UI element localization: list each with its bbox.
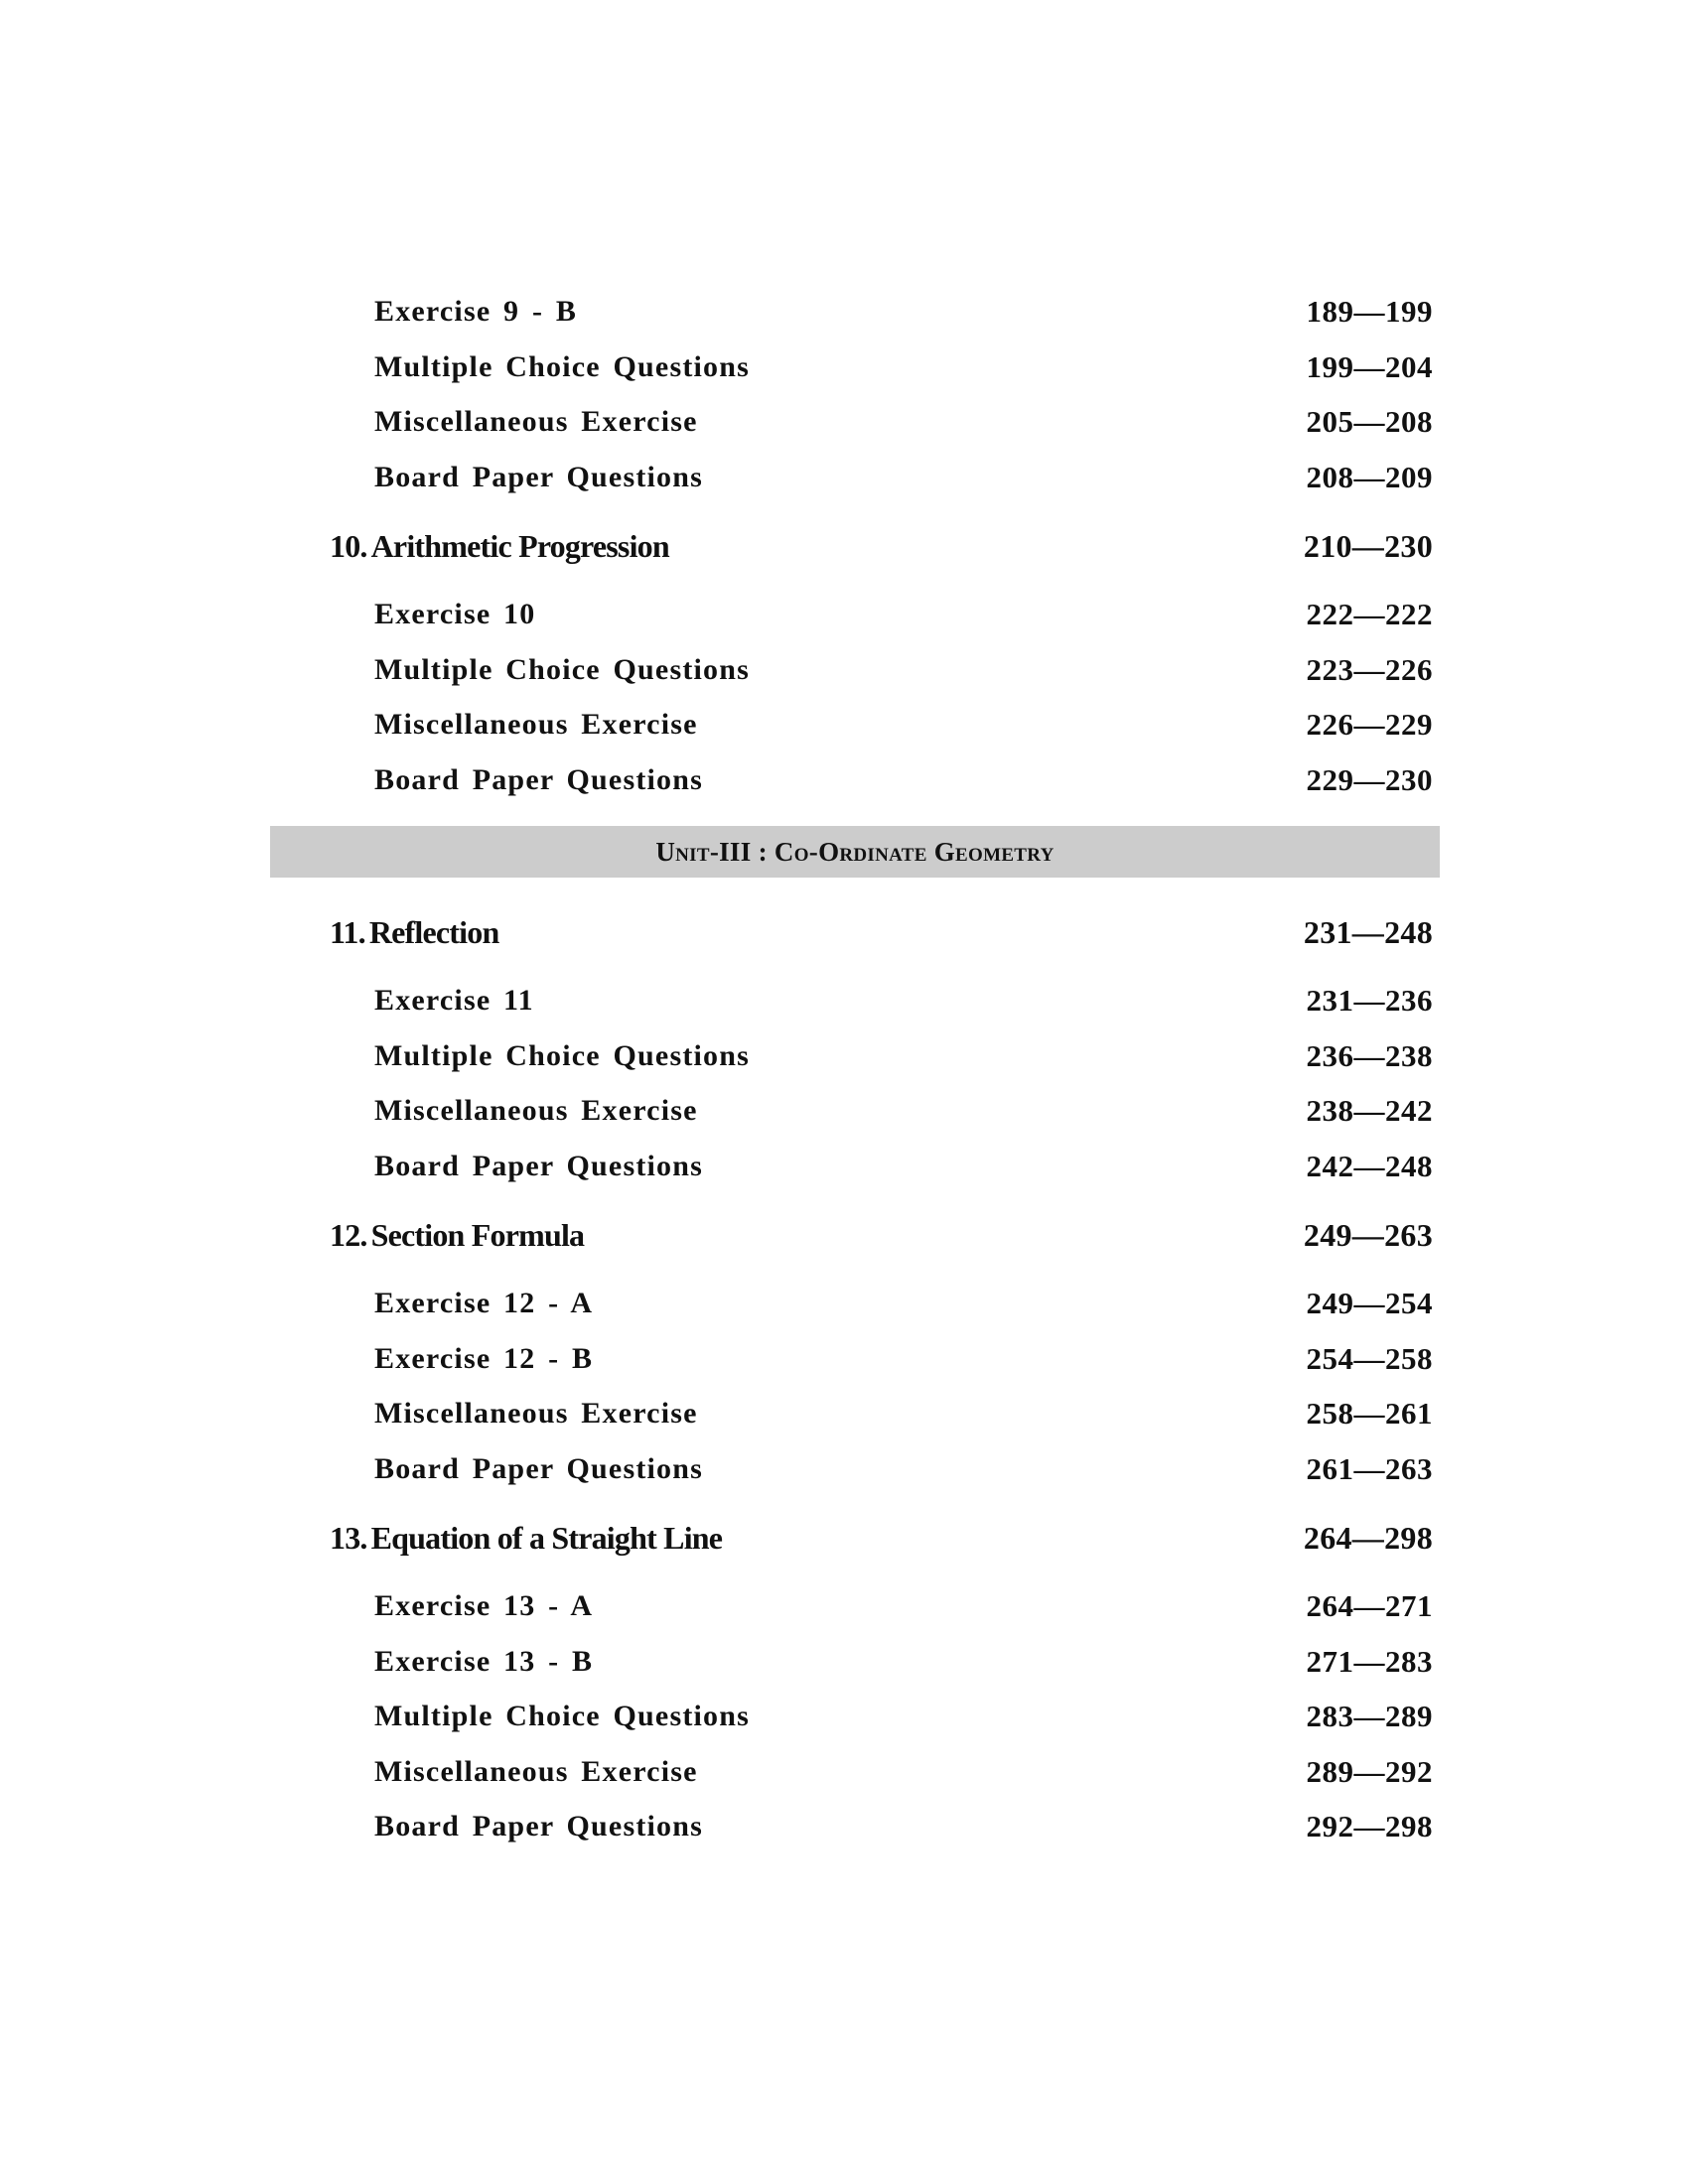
entry-pages: 242—248: [1306, 1149, 1433, 1183]
entry-pages: 189—199: [1306, 294, 1433, 329]
chapter-name: Section Formula: [370, 1217, 585, 1253]
entry-pages: 205—208: [1306, 404, 1433, 439]
entry-pages: 238—242: [1306, 1093, 1433, 1128]
entry-label: Miscellaneous Exercise: [374, 708, 698, 741]
chapter-pages: 249—263: [1303, 1217, 1433, 1253]
entry-pages: 226—229: [1306, 707, 1433, 742]
chapter-number: 12.: [330, 1217, 367, 1253]
chapter-heading: [0, 907, 1688, 957]
entry-label: Board Paper Questions: [374, 763, 704, 796]
entry-pages: 258—261: [1306, 1396, 1433, 1431]
toc-entry: [0, 342, 1688, 392]
toc-entry: [0, 645, 1688, 695]
entry-label: Board Paper Questions: [374, 461, 704, 493]
chapter-number: 11.: [330, 914, 365, 950]
toc-entry: [0, 590, 1688, 639]
entry-pages: 249—254: [1306, 1286, 1433, 1320]
entry-label: Exercise 13 - A: [374, 1589, 594, 1622]
entry-label: Board Paper Questions: [374, 1452, 704, 1485]
entry-label: Exercise 13 - B: [374, 1645, 594, 1678]
toc-entry: [0, 1444, 1688, 1494]
entry-label: Exercise 11: [374, 984, 534, 1017]
chapter-number: 10.: [330, 528, 367, 564]
entry-pages: 264—271: [1306, 1588, 1433, 1623]
entry-label: Multiple Choice Questions: [374, 1039, 751, 1072]
chapter-heading: [0, 521, 1688, 571]
unit-title: Unit-III : Co-Ordinate Geometry: [655, 837, 1055, 867]
entry-pages: 292—298: [1306, 1809, 1433, 1843]
entry-label: Board Paper Questions: [374, 1150, 704, 1182]
toc-entry: [0, 397, 1688, 447]
toc-entry: [0, 700, 1688, 750]
toc-entry: [0, 287, 1688, 337]
toc-entry: [0, 453, 1688, 502]
entry-label: Exercise 10: [374, 598, 536, 630]
entry-pages: 283—289: [1306, 1699, 1433, 1733]
chapter-title: [330, 907, 498, 957]
toc-entry: [0, 1747, 1688, 1797]
chapter-pages: 210—230: [1303, 528, 1433, 564]
entry-pages: 289—292: [1306, 1754, 1433, 1789]
chapter-pages: 231—248: [1303, 914, 1433, 950]
chapter-number: 13.: [330, 1520, 367, 1556]
entry-pages: 222—222: [1306, 597, 1433, 631]
entry-pages: 271—283: [1306, 1644, 1433, 1679]
toc-entry: [0, 1334, 1688, 1384]
chapter-heading: [0, 1210, 1688, 1260]
entry-label: Multiple Choice Questions: [374, 350, 751, 383]
unit-header: [270, 826, 1440, 878]
toc-entry: [0, 1086, 1688, 1136]
entry-label: Miscellaneous Exercise: [374, 1755, 698, 1788]
toc-entry: [0, 755, 1688, 805]
entry-pages: 254—258: [1306, 1341, 1433, 1376]
entry-label: Board Paper Questions: [374, 1810, 704, 1843]
toc-entry: [0, 1637, 1688, 1687]
entry-pages: 231—236: [1306, 983, 1433, 1018]
toc-entry: [0, 1802, 1688, 1851]
toc-entry: [0, 1142, 1688, 1191]
toc-entry: [0, 1389, 1688, 1438]
entry-label: Miscellaneous Exercise: [374, 405, 698, 438]
entry-pages: 199—204: [1306, 349, 1433, 384]
entry-label: Exercise 9 - B: [374, 295, 578, 328]
toc-entry: [0, 1279, 1688, 1328]
toc-entry: [0, 1692, 1688, 1741]
toc-entry: [0, 1581, 1688, 1631]
entry-label: Exercise 12 - A: [374, 1287, 594, 1319]
entry-pages: 236—238: [1306, 1038, 1433, 1073]
entry-pages: 223—226: [1306, 652, 1433, 687]
entry-pages: 229—230: [1306, 762, 1433, 797]
chapter-name: Equation of a Straight Line: [370, 1520, 723, 1556]
toc-entry: [0, 1031, 1688, 1081]
entry-label: Miscellaneous Exercise: [374, 1397, 698, 1430]
toc-entry: [0, 976, 1688, 1025]
entry-pages: 261—263: [1306, 1451, 1433, 1486]
entry-label: Miscellaneous Exercise: [374, 1094, 698, 1127]
chapter-pages: 264—298: [1303, 1520, 1433, 1556]
chapter-title: [330, 521, 669, 571]
entry-label: Multiple Choice Questions: [374, 1700, 751, 1732]
chapter-title: [330, 1210, 584, 1260]
entry-label: Multiple Choice Questions: [374, 653, 751, 686]
chapter-heading: [0, 1513, 1688, 1563]
chapter-name: Reflection: [368, 914, 499, 950]
chapter-title: [330, 1513, 722, 1563]
chapter-name: Arithmetic Progression: [370, 528, 669, 564]
entry-pages: 208—209: [1306, 460, 1433, 494]
entry-label: Exercise 12 - B: [374, 1342, 594, 1375]
